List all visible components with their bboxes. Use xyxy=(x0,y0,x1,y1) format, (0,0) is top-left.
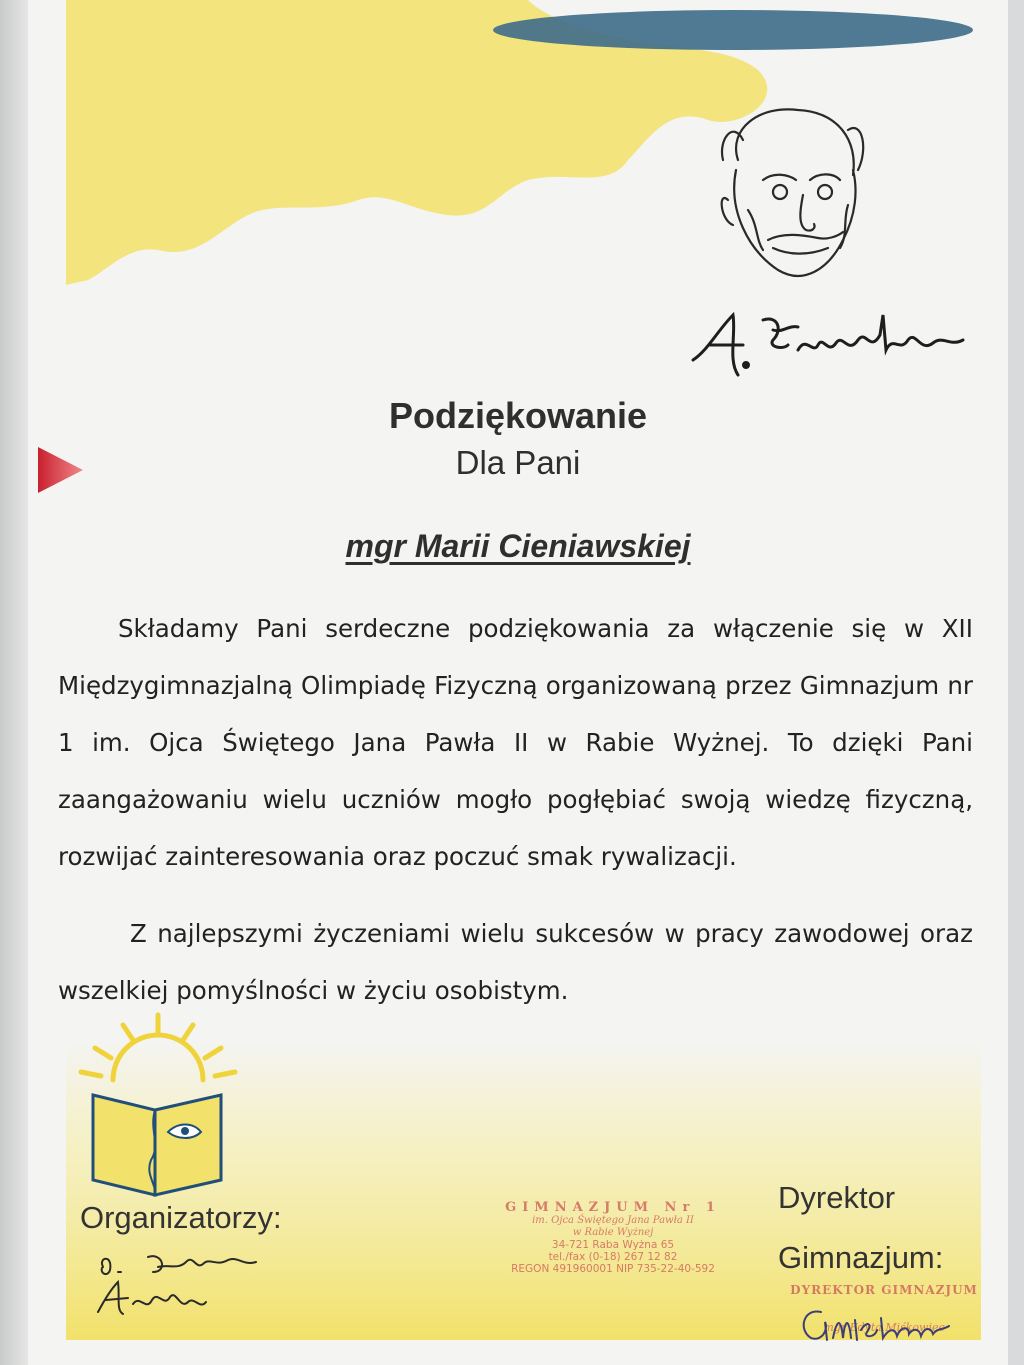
stamp-line-3: w Rabie Wyżnej xyxy=(572,1227,654,1238)
stamp-line-4: 34-721 Raba Wyżna 65 xyxy=(551,1239,675,1251)
einstein-signature xyxy=(688,305,978,385)
document-subtitle: Dla Pani xyxy=(455,444,581,481)
sun-book-logo-icon xyxy=(73,1010,243,1210)
body-paragraph-1: Składamy Pani serdeczne podziękowania za włączenie się w XII Międzygimnazjalną Olimpiadę Fizyczną organizowaną przez Gimnazjum nr 1 im. Ojca Świętego Jana Pawła II w Rabie Wyżnej. To dzięki Pani zaangażowaniu wielu uczniów mogło pogłębiać swoją wiedzę fizyczną, rozwijać zainteresowania oraz poczuć smak rywalizacji. xyxy=(58,614,973,871)
organizers-label: Organizatorzy: xyxy=(80,1200,282,1235)
school-label: Gimnazjum: xyxy=(778,1240,944,1275)
document-title: Podziękowanie xyxy=(388,395,648,436)
stamp-line-1: GIMNAZJUM Nr 1 xyxy=(505,1200,721,1215)
body-paragraph-2: Z najlepszymi życzeniami wielu sukcesów w pracy zawodowej oraz wszelkiej pomyślności w życiu osobistym. xyxy=(58,919,973,1005)
stamp-line-2: im. Ojca Świętego Jana Pawła II xyxy=(532,1215,694,1226)
director-stamp-name: mgr Edyta Miśkowiec xyxy=(823,1321,945,1334)
organizers-signatures xyxy=(88,1242,278,1322)
director-signature xyxy=(793,1300,973,1350)
stamp-line-5: tel./fax (0-18) 267 12 82 xyxy=(548,1251,678,1263)
school-stamp xyxy=(483,1200,743,1275)
einstein-portrait-icon xyxy=(708,100,868,300)
director-stamp-title: DYREKTOR GIMNAZJUM xyxy=(790,1283,978,1297)
blue-ellipse-shape xyxy=(493,10,973,50)
director-label: Dyrektor xyxy=(778,1180,896,1215)
certificate-page xyxy=(28,0,1008,1365)
recipient-name: mgr Marii Cieniawskiej xyxy=(345,528,691,564)
stamp-line-6: REGON 491960001 NIP 735-22-40-592 xyxy=(511,1263,715,1275)
page-edge-shadow xyxy=(0,0,28,1365)
